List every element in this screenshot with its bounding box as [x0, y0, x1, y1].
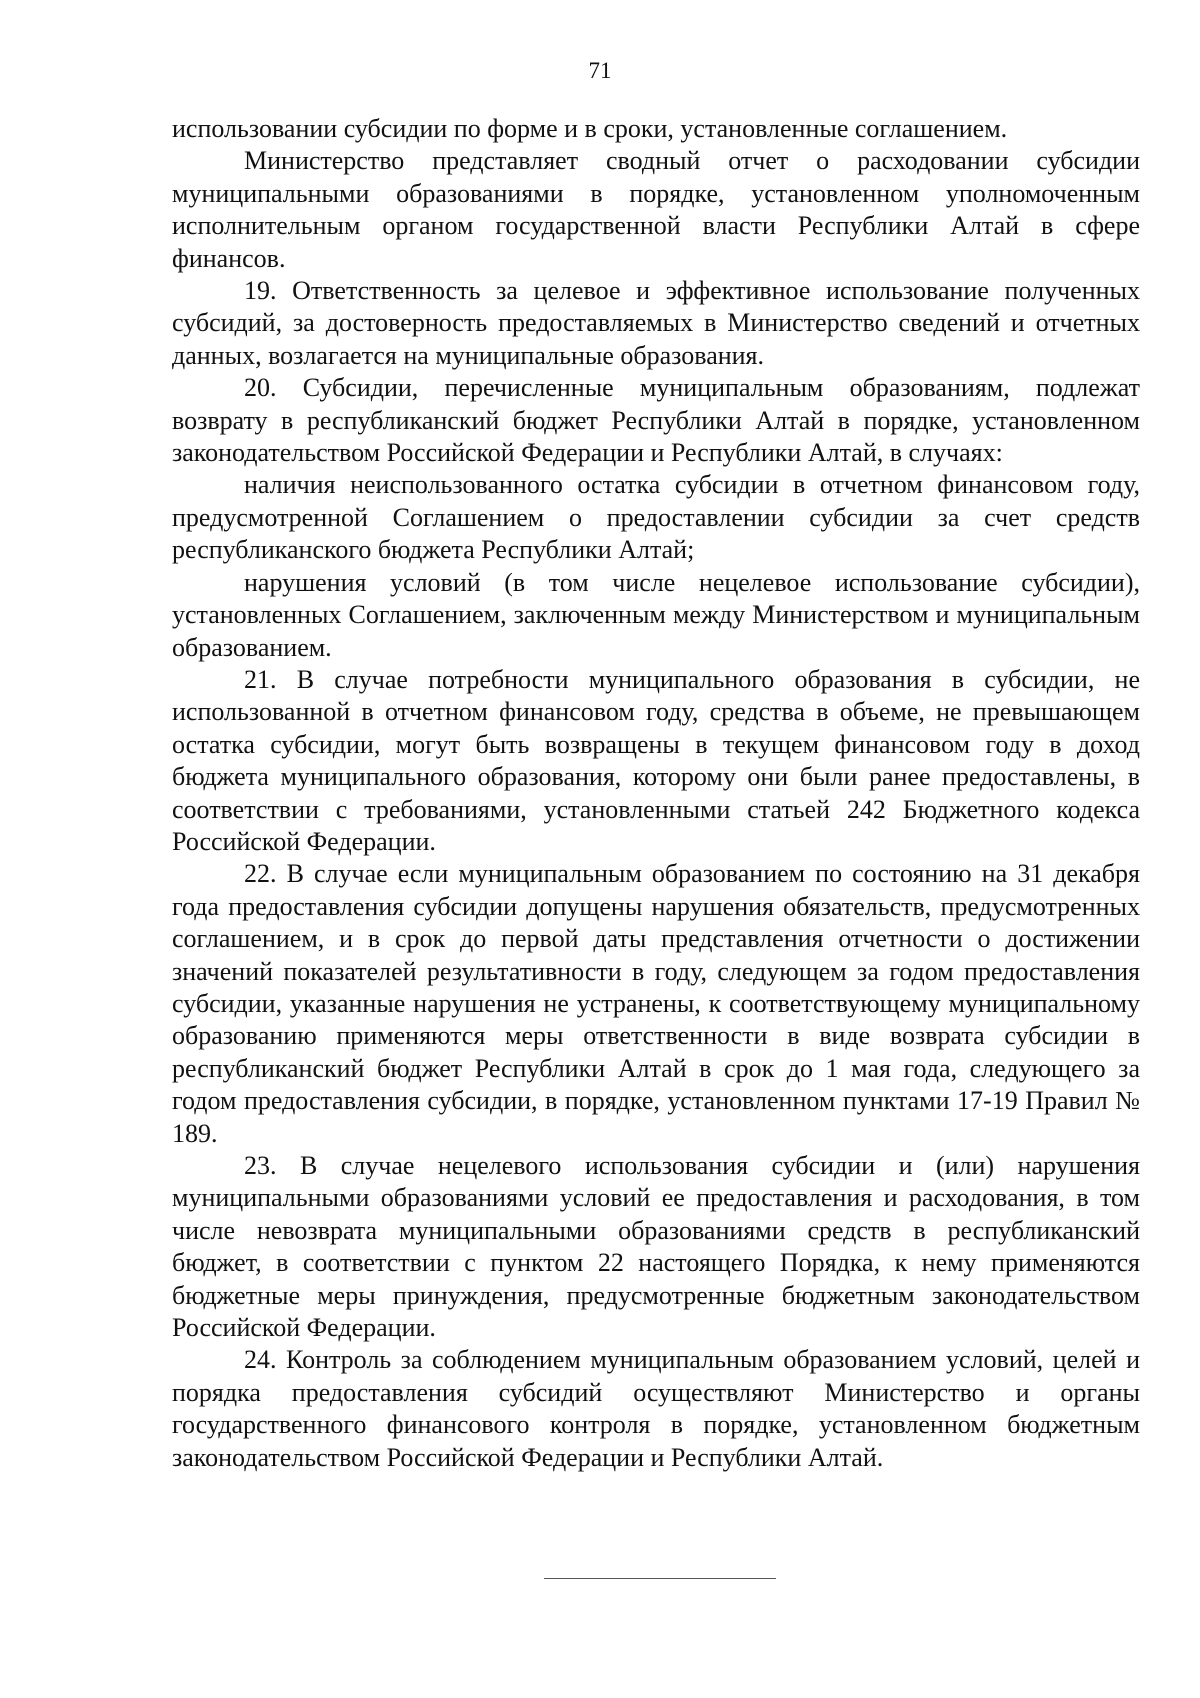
paragraph-21: 21. В случае потребности муниципального образования в субсидии, не использованной в отчетном финансовом году, средства в объеме, не превышающем остатка субсидии, могут быть возвращены в текущем финансовом году в доход бюджета муниципального образования, которому они были ранее предоставлены, в соответствии с требованиями, установленными статьей 242 Бюджетного кодекса Российской Федерации. — [172, 664, 1140, 856]
end-separator-line — [544, 1578, 776, 1579]
paragraph-22: 22. В случае если муниципальным образованием по состоянию на 31 декабря года предоставления субсидии допущены нарушения обязательств, предусмотренных соглашением, и в срок до первой даты представления отчетности о достижении значений показателей результативности в году, следующем за годом предоставления субсидии, указанные нарушения не устранены, к соответствующему муниципальному образованию применяются меры ответственности в виде возврата субсидии в республиканский бюджет Республики Алтай в срок до 1 мая года, следующего за годом предоставления субсидии, в порядке, установленном пунктами 17-19 Правил № 189. — [172, 859, 1140, 1148]
paragraph-19: 19. Ответственность за целевое и эффективное использование полученных субсидий, за достоверность предоставляемых в Министерство сведений и отчетных данных, возлагается на муниципальные образования. — [172, 276, 1140, 370]
paragraph-ministry-report: Министерство представляет сводный отчет о расходовании субсидии муниципальными образованиями в порядке, установленном уполномоченным исполнительным органом государственной власти Республики Алтай в сфере финансов. — [172, 146, 1140, 273]
paragraph-23: 23. В случае нецелевого использования субсидии и (или) нарушения муниципальными образованиями условий ее предоставления и расходования, в том числе невозврата муниципальными образованиями средств в республиканский бюджет, в соответствии с пунктом 22 настоящего Порядка, к нему применяются бюджетные меры принуждения, предусмотренные бюджетным законодательством Российской Федерации. — [172, 1151, 1140, 1343]
document-body — [172, 113, 1140, 1474]
paragraph-20-case-violation: нарушения условий (в том числе нецелевое использование субсидии), установленных Соглашением, заключенным между Министерством и муниципальным образованием. — [172, 567, 1140, 662]
paragraph-20-case-unused-balance: наличия неиспользованного остатка субсидии в отчетном финансовом году, предусмотренной Соглашением о предоставлении субсидии за счет средств республиканского бюджета Республики Алтай; — [172, 470, 1140, 565]
paragraph-continuation: использовании субсидии по форме и в сроки, установленные соглашением. — [172, 114, 1008, 143]
paragraph-20: 20. Субсидии, перечисленные муниципальным образованиям, подлежат возврату в республиканский бюджет Республики Алтай в порядке, установленном законодательством Российской Федерации и Республики Алтай, в случаях: — [172, 373, 1140, 468]
paragraph-24: 24. Контроль за соблюдением муниципальным образованием условий, целей и порядка предоставления субсидий осуществляют Министерство и органы государственного финансового контроля в порядке, установленном бюджетным законодательством Российской Федерации и Республики Алтай. — [172, 1345, 1140, 1472]
page-number: 71 — [588, 58, 612, 83]
